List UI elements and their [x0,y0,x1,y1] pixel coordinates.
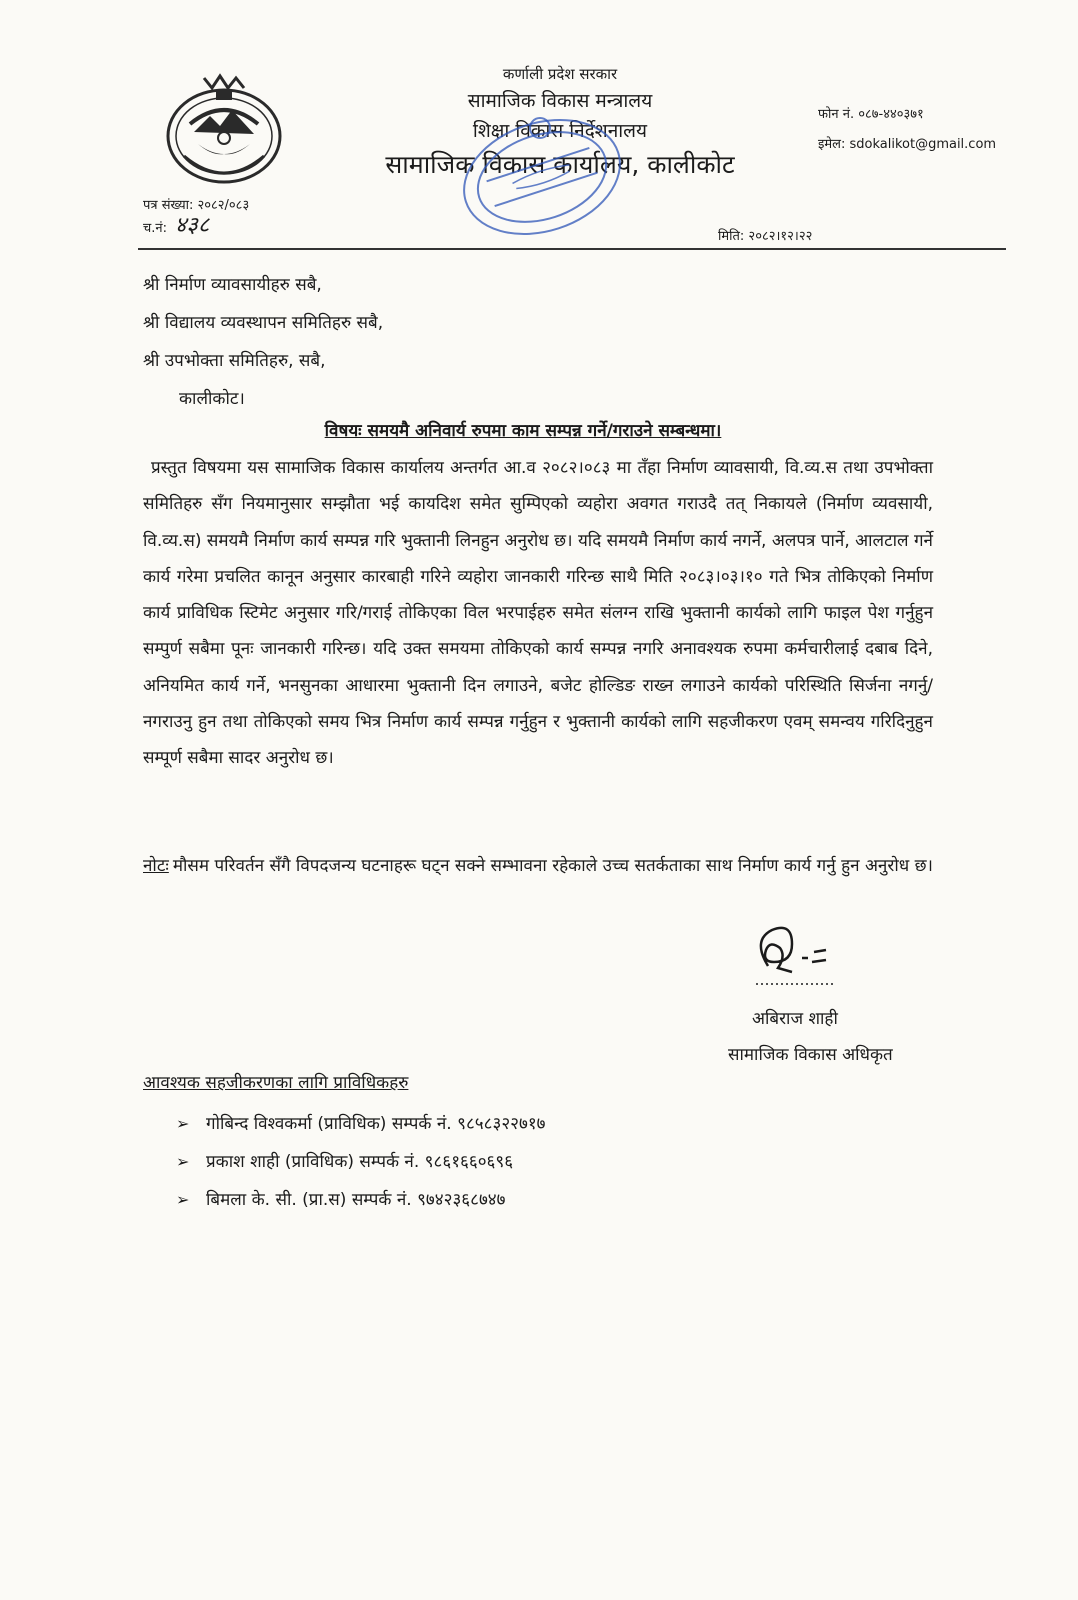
phone-number: फोन नं. ०८७-४४०३७१ [818,107,924,122]
directorate-name: शिक्षा विकास निर्देशनालय [472,120,648,142]
header-divider [138,248,1006,250]
addressee-line: श्री निर्माण व्यावसायीहरु सबै, [143,275,322,295]
technician-entry: प्रकाश शाही (प्राविधिक) सम्पर्क नं. ९८६१६६०६९६ [206,1152,514,1172]
letter-date: मिति: २०८२।१२।२२ [718,229,813,244]
chalani-number-row [143,213,249,239]
technician-entry: गोबिन्द विश्वकर्मा (प्राविधिक) सम्पर्क नं. ९८५८३२२७१७ [206,1114,546,1134]
technician-entry: बिमला के. सी. (प्रा.स) सम्पर्क नं. ९७४२३६८७४७ [206,1190,506,1210]
chalani-number: ४३८ [174,213,210,238]
list-item [176,1181,546,1219]
nepal-emblem-icon [160,66,288,190]
addressee-block [143,266,383,418]
list-item [176,1105,546,1143]
note-text: मौसम परिवर्तन सँगै विपदजन्य घटनाहरू घट्न सक्ने सम्भावना रहेकाले उच्च सतर्कताका साथ निर्माण कार्य गर्नु हुन अनुरोध छ। [172,856,933,876]
addressee-location: कालीकोट। [179,389,245,409]
office-stamp [452,108,632,246]
technicians-list [176,1105,546,1219]
contact-block [818,100,996,160]
note-paragraph [143,848,933,884]
letter-body: प्रस्तुत विषयमा यस सामाजिक विकास कार्यालय अन्तर्गत आ.व २०८२।०८३ मा तँहा निर्माण व्यावसायी, वि.व्य.स तथा उपभोक्ता समितिहरु सँग नियमानुसार सम्झौता भई कायदिश समेत सुम्पिएको व्यहोरा अवगत गराउदै तत् निकायले (निर्माण व्यवसायी, वि.व्य.स) समयमै निर्माण कार्य सम्पन्न गरि भुक्तानी लिनहुन अनुरोध छ। यदि समयमै निर्माण कार्य नगर्ने, अलपत्र पार्ने, आलटाल गर्ने कार्य गरेमा प्रचलित कानून अनुसार कारबाही गरिने व्यहोरा जानकारी गरिन्छ साथै मिति २०८३।०३।१० गते भित्र तोकिएको निर्माण कार्य प्राविधिक स्टिमेट अनुसार गरि/गराई तोकिएका विल भरपाईहरु समेत संलग्न राखि भुक्तानी कार्यको लागि फाइल पेश गर्नुहुन सम्पुर्ण सबैमा पूनः जानकारी गरिन्छ। यदि उक्त समयमा तोकिएको कार्य सम्पन्न नगरि अनावश्यक रुपमा कर्मचारीलाई दबाब दिने, अनियमित कार्य गर्ने, भनसुनका आधारमा भुक्तानी दिन लगाउने, बजेट होल्डिङ राख्न लगाउने कार्यको परिस्थिति सिर्जना नगर्नु/नगराउनु हुन तथा तोकिएको समय भित्र निर्माण कार्य सम्पन्न गर्नुहुन र भुक्तानी कार्यको लागि सहजीकरण एवम् समन्वय गरिदिनुहुन सम्पूर्ण सबैमा सादर अनुरोध छ। [143,458,933,769]
signatory-title: सामाजिक विकास अधिकृत [728,1045,893,1065]
letter-subject: विषयः समयमै अनिवार्य रुपमा काम सम्पन्न गर्ने/गराउने सम्बन्धमा। [324,421,722,441]
email-address: इमेल: sdokalikot@gmail.com [818,137,997,152]
addressee-line: श्री उपभोक्ता समितिहरु, सबै, [143,351,326,371]
office-name: सामाजिक विकास कार्यालय, कालीकोट [385,150,735,179]
arrow-bullet-icon: ➢ [176,1114,190,1133]
arrow-bullet-icon: ➢ [176,1152,190,1171]
govt-name: कर्णाली प्रदेश सरकार [502,65,618,83]
technicians-title: आवश्यक सहजीकरणका लागि प्राविधिकहरु [143,1073,409,1093]
patra-sankhya: पत्र संख्या: २०८२/०८३ [143,198,250,213]
signatory-name: अबिराज शाही [752,1009,838,1029]
chalani-label: च.नं: [143,221,167,236]
addressee-line: श्री विद्यालय व्यवस्थापन समितिहरु सबै, [143,313,384,333]
ministry-name: सामाजिक विकास मन्त्रालय [467,90,653,112]
reference-block [143,196,249,239]
list-item [176,1143,546,1181]
arrow-bullet-icon: ➢ [176,1190,190,1209]
note-label: नोटः [143,856,169,876]
signature [748,922,848,1000]
